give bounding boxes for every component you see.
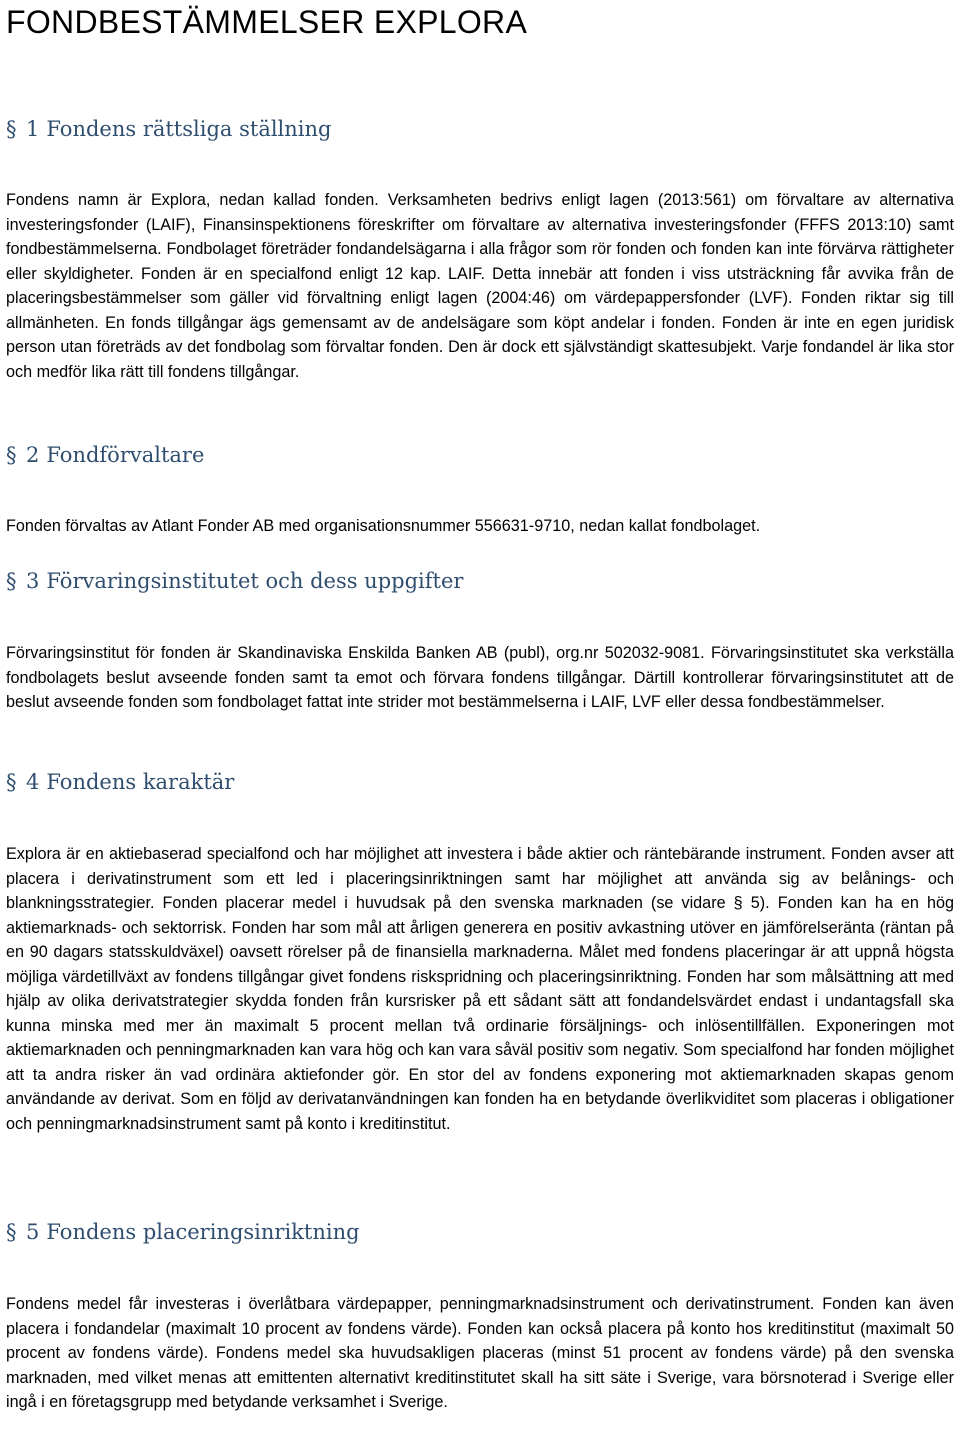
section-title-4: Fondens karaktär [46, 770, 235, 794]
section-heading-1 [6, 114, 331, 144]
section-heading-4 [6, 767, 234, 797]
section-number-2: 2 [26, 443, 40, 467]
section-title-1: Fondens rättsliga ställning [46, 117, 332, 141]
section-number-4: 4 [26, 770, 40, 794]
section-sign-4: § [6, 770, 17, 794]
section-number-1: 1 [26, 117, 40, 141]
section-sign-3: § [6, 569, 17, 593]
section-body-4: Explora är en aktiebaserad specialfond och har möjlighet att investera i både aktier och räntebärande instrument. Fonden avser att placera i derivatinstrument som ett led i placeringsinriktningen samt har möjlighet att använda sig av belånings- och blankningsstrategier. Fonden placerar medel i huvudsak på den svenska marknaden (se vidare § 5). Fonden kan ha en hög aktiemarknads- och sektorrisk. Fonden har som mål att årligen generera en positiv avkastning utöver en jämförelseränta (räntan på en 90 dagars statsskuldväxel) oavsett rörelser på de finansiella marknaderna. Målet med fondens placeringar är att uppnå högsta möjliga värdetillväxt av fondens tillgångar givet fondens riskspridning och placeringsinriktning. Fonden har som målsättning att med hjälp av olika derivatstrategier skydda fonden från kursrisker på ett sådant sätt att fondandelsvärdet endast i undantagsfall ska kunna minska med mer än maximalt 5 procent mellan två ordinarie försäljnings- och inlösentillfällen. Exponeringen mot aktiemarknaden och penningmarknaden kan vara hög och kan vara såväl positiv som negativ. Som specialfond har fonden möjlighet att ta andra risker än vad ordinära aktiefonder gör. En stor del av fondens exponering mot aktiemarknaden skapas genom användande av derivat. Som en följd av derivatanvändningen kan fonden ha en betydande överlikviditet som placeras i obligationer och penningmarknadsinstrument samt på konto i kreditinstitut. [6, 845, 954, 1133]
section-number-5: 5 [26, 1220, 40, 1244]
section-body-5: Fondens medel får investeras i överlåtbara värdepapper, penningmarknadsinstrument och derivatinstrument. Fonden kan även placera i fondandelar (maximalt 10 procent av fondens värde). Fonden kan också placera på konto hos kreditinstitut (maximalt 50 procent av fondens värde). Fondens medel ska huvudsakligen placeras (minst 51 procent av fondens värde) på den svenska marknaden, med vilket menas att emittenten alternativt kreditinstitutet skall ha sitt säte i Sverige, vara börsnoterad i Sverige eller ingå i en företagsgrupp med betydande verksamhet i Sverige. [6, 1295, 954, 1411]
section-heading-5 [6, 1217, 360, 1247]
document-title: FONDBESTÄMMELSER EXPLORA [6, 4, 528, 40]
section-body-1: Fondens namn är Explora, nedan kallad fonden. Verksamheten bedrivs enligt lagen (2013:561) om förvaltare av alternativa investeringsfonder (LAIF), Finansinspektionens föreskrifter om förvaltare av alternativa investeringsfonder (FFFS 2013:10) samt fondbestämmelserna. Fondbolaget företräder fondandelsägarna i alla frågor som rör fonden och fonden kan inte förvärva rättigheter eller skyldigheter. Fonden är en specialfond enligt 12 kap. LAIF. Detta innebär att fonden i viss utsträckning får avvika från de placeringsbestämmelser som gäller vid förvaltning enligt lagen (2004:46) om värdepappersfonder (LVF). Fonden riktar sig till allmänheten. En fonds tillgångar ägs gemensamt av de andelsägare som köpt andelar i fonden. Fonden är inte en egen juridisk person utan företräds av det fondbolag som förvaltar fonden. Den är dock ett självständigt skattesubjekt. Varje fondandel är lika stor och medför lika rätt till fondens tillgångar. [6, 191, 954, 381]
section-number-3: 3 [26, 569, 40, 593]
section-title-5: Fondens placeringsinriktning [46, 1220, 360, 1244]
section-title-2: Fondförvaltare [46, 443, 205, 467]
section-heading-2 [6, 440, 204, 470]
section-body-2: Fonden förvaltas av Atlant Fonder AB med organisationsnummer 556631-9710, nedan kallat fondbolaget. [6, 517, 761, 535]
section-sign-2: § [6, 443, 17, 467]
section-heading-3 [6, 566, 463, 596]
section-sign-5: § [6, 1220, 17, 1244]
section-body-3: Förvaringsinstitut för fonden är Skandinaviska Enskilda Banken AB (publ), org.nr 502032-9081. Förvaringsinstitutet ska verkställa fondbolagets beslut avseende fonden samt ta emot och förvara fondens tillgångar. Därtill kontrollerar förvaringsinstitutet att de beslut avseende fonden som fondbolaget fattat inte strider mot bestämmelserna i LAIF, LVF eller dessa fondbestämmelser. [6, 644, 954, 711]
section-sign-1: § [6, 117, 17, 141]
section-title-3: Förvaringsinstitutet och dess uppgifter [46, 569, 464, 593]
